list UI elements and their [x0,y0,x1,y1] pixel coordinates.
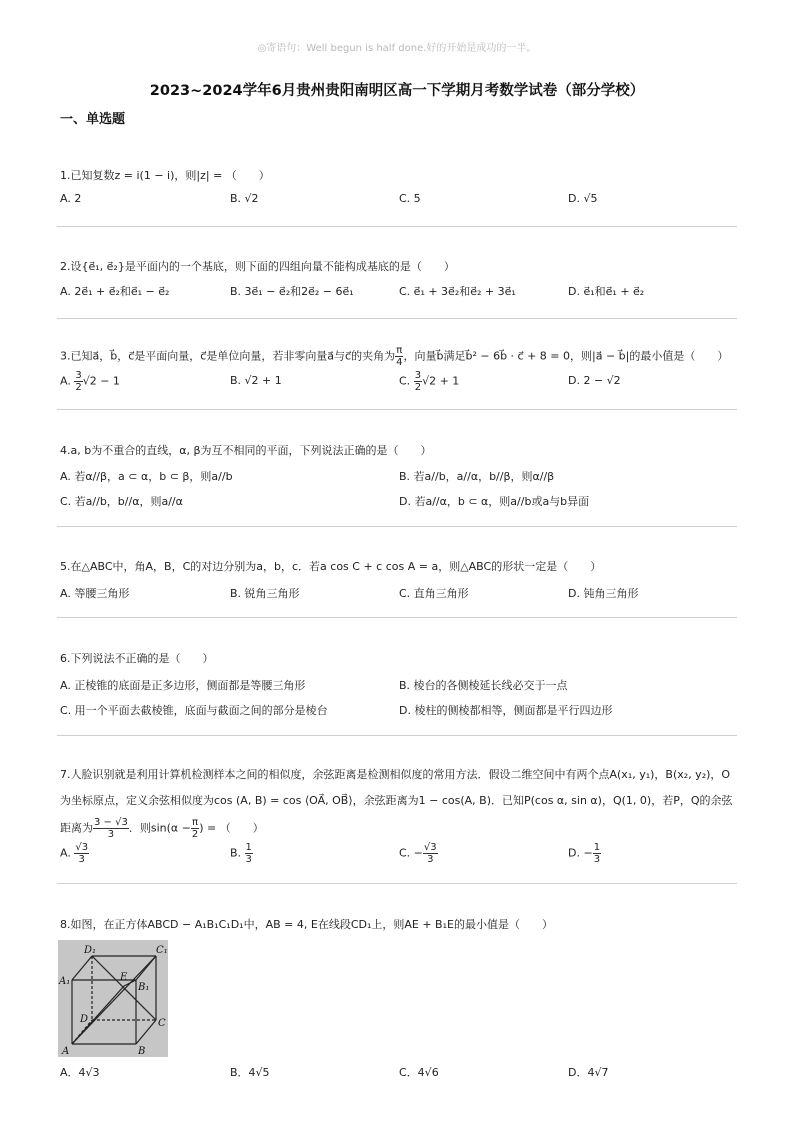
question-stem-line-1: 7.人脸识别就是利用计算机检测样本之间的相似度，余弦距离是检测相似度的常用方法．假设二维空间中有两个点A(x₁, y₁)，B(x₂, y₂)，O [60,768,731,781]
numerator: 1 [593,842,601,853]
fraction [191,817,199,840]
numerator: π [396,345,403,356]
stem-text: ，向量b⃗满足b⃗² − 6b⃗ · c⃗ + 8 = 0，则|a⃗ − b⃗|的最小值是（ ） [403,349,729,363]
question-5 [60,559,740,607]
option-label: A. [60,374,71,388]
option-row [60,585,740,607]
divider [57,883,737,884]
option-a[interactable]: A．4√3 [60,1066,100,1079]
option-row [60,677,740,699]
denominator: 3 [78,854,85,865]
option-d[interactable]: D. 钝角三角形 [568,587,639,600]
option-d[interactable]: D. 棱柱的侧棱都相等，侧面都是平行四边形 [399,704,613,717]
option-d[interactable] [568,842,601,865]
question-stem: 1.已知复数z = i(1 − i)，则|z| = （ ） [60,169,270,182]
option-d[interactable]: D. 若a//α，b ⊂ α，则a//b或a与b异面 [399,495,590,508]
denominator: 3 [593,854,601,865]
divider [57,318,737,319]
label-a: A [62,1046,70,1057]
divider [57,735,737,736]
option-a[interactable]: A. 若α//β，a ⊂ α，b ⊂ β，则a//b [60,470,233,483]
divider [57,617,737,618]
fraction [74,842,89,865]
option-label: C. − [399,846,423,860]
question-2 [60,259,740,305]
stem-text: (α − [166,821,191,835]
option-a[interactable] [60,842,89,865]
question-stem: 8.如图，在正方体ABCD − A₁B₁C₁D₁中，AB = 4, E在线段CD₁上，则AE + B₁E的最小值是（ ） [60,918,553,931]
watermark: ◎寄语句：Well begun is half done.好的开始是成功的一半。 [257,43,537,54]
question-stem-line-3 [60,817,740,840]
option-d[interactable]: D. e⃗₁和e⃗₁ + e⃗₂ [568,285,645,298]
fraction [423,842,438,865]
option-d[interactable]: D. 2 − √2 [568,374,621,387]
option-b[interactable]: B. √2 + 1 [230,374,282,387]
question-3 [60,345,740,396]
divider [57,409,737,410]
denominator: 3 [107,829,115,840]
cube-figure [58,940,168,1057]
option-a[interactable]: A. 2e⃗₁ + e⃗₂和e⃗₁ − e⃗₂ [60,285,170,298]
option-a[interactable]: A. 2 [60,192,82,205]
numerator: π [192,817,199,828]
question-stem [60,345,740,368]
fraction [414,370,422,393]
question-1 [60,168,740,214]
label-b: B [138,1046,146,1057]
segment-ac1 [72,956,156,1044]
option-c[interactable] [399,370,459,393]
question-8 [60,917,740,933]
option-row [60,842,740,872]
option-c[interactable]: C. 用一个平面去截棱锥，底面与截面之间的部分是棱台 [60,704,328,717]
option-b[interactable]: B. 锐角三角形 [230,587,300,600]
option-c[interactable] [399,842,438,865]
option-label: C. [399,374,411,388]
denominator: 3 [427,854,434,865]
divider [57,226,737,227]
option-row [60,468,740,490]
option-row [60,1064,740,1086]
option-b[interactable]: B. 若a//b，a//α，b//β，则α//β [399,470,555,483]
fraction [74,370,82,393]
fraction [593,842,601,865]
question-8-options [60,1064,740,1086]
option-text: √2 − 1 [82,374,120,388]
option-c[interactable]: C. e⃗₁ + 3e⃗₂和e⃗₂ + 3e⃗₁ [399,285,516,298]
question-stem-line-2: 为坐标原点，定义余弦相似度为cos (A, B) = cos ⟨OA⃗, OB⃗⟩，余弦距离为1 − cos(A, B)．已知P(cos α, sin α)，Q(1, 0)，若P，Q的余弦 [60,794,733,807]
numerator: 3 [75,370,82,381]
stem-text: ) = （ ） [199,821,264,835]
option-b[interactable]: B. √2 [230,192,259,205]
denominator: 3 [245,854,252,865]
option-row [60,283,740,305]
denominator: 2 [414,382,422,393]
label-b1: B₁ [138,982,150,993]
option-row [60,493,740,515]
option-b[interactable]: B. 3e⃗₁ − e⃗₂和2e⃗₂ − 6e⃗₁ [230,285,354,298]
denominator: 4 [396,357,403,368]
numerator: 1 [245,842,252,853]
numerator: √3 [423,842,437,853]
option-a[interactable] [60,370,120,393]
edge-a1d1 [72,956,92,980]
option-row [60,702,740,724]
option-row [60,370,740,396]
question-stem: 2.设{e⃗₁, e⃗₂}是平面内的一个基底，则下面的四组向量不能构成基底的是（ ） [60,260,455,273]
option-label: A. [60,846,71,860]
option-label: D. − [568,846,593,860]
option-d[interactable]: D．4√7 [568,1066,609,1079]
option-label: B. [230,846,242,860]
option-a[interactable]: A. 等腰三角形 [60,587,130,600]
section-heading: 一、单选题 [60,112,126,127]
option-c[interactable]: C. 5 [399,192,421,205]
option-text: √2 + 1 [422,374,460,388]
option-b[interactable]: B．4√5 [230,1066,270,1079]
option-a[interactable]: A. 正棱锥的底面是正多边形，侧面都是等腰三角形 [60,679,306,692]
question-stem: 5.在△ABC中，角A，B，C的对边分别为a，b，c．若a cos C + c cos A = a，则△ABC的形状一定是（ ） [60,560,602,573]
label-c1: C₁ [156,945,168,956]
option-c[interactable]: C. 若a//b，b//α，则a//α [60,495,183,508]
option-c[interactable]: C. 直角三角形 [399,587,469,600]
label-a1: A₁ [59,976,71,987]
option-row [60,192,740,214]
option-d[interactable]: D. √5 [568,192,598,205]
fraction [93,817,129,840]
stem-text: ．则sin [128,821,167,835]
option-b[interactable]: B. 棱台的各侧棱延长线必交于一点 [399,679,568,692]
edge-bc [136,1020,156,1044]
stem-text: 3.已知a⃗，b⃗，c⃗是平面向量，c⃗是单位向量，若非零向量a⃗与c⃗的夹角为 [60,349,396,363]
fraction [245,842,253,865]
question-6 [60,651,740,724]
label-c: C [158,1018,166,1029]
numerator: 3 [414,370,422,381]
question-7 [60,767,740,872]
label-d: D [80,1014,89,1025]
option-c[interactable]: C．4√6 [399,1066,439,1079]
question-4 [60,443,740,515]
label-d1: D₁ [84,945,97,956]
divider [57,526,737,527]
stem-text: 距离为 [60,821,93,835]
question-stem: 6.下列说法不正确的是（ ） [60,652,214,665]
page-title: 2023~2024学年6月贵州贵阳南明区高一下学期月考数学试卷（部分学校） [149,83,645,99]
numerator: 3 − √3 [94,817,128,828]
question-stem: 4.a, b为不重合的直线，α, β为互不相同的平面，下列说法正确的是（ ） [60,444,432,457]
cube-diagram [58,940,168,1057]
denominator: 2 [191,829,199,840]
option-b[interactable] [230,842,253,865]
numerator: √3 [75,842,89,853]
denominator: 2 [75,382,82,393]
label-e: E [120,972,128,983]
